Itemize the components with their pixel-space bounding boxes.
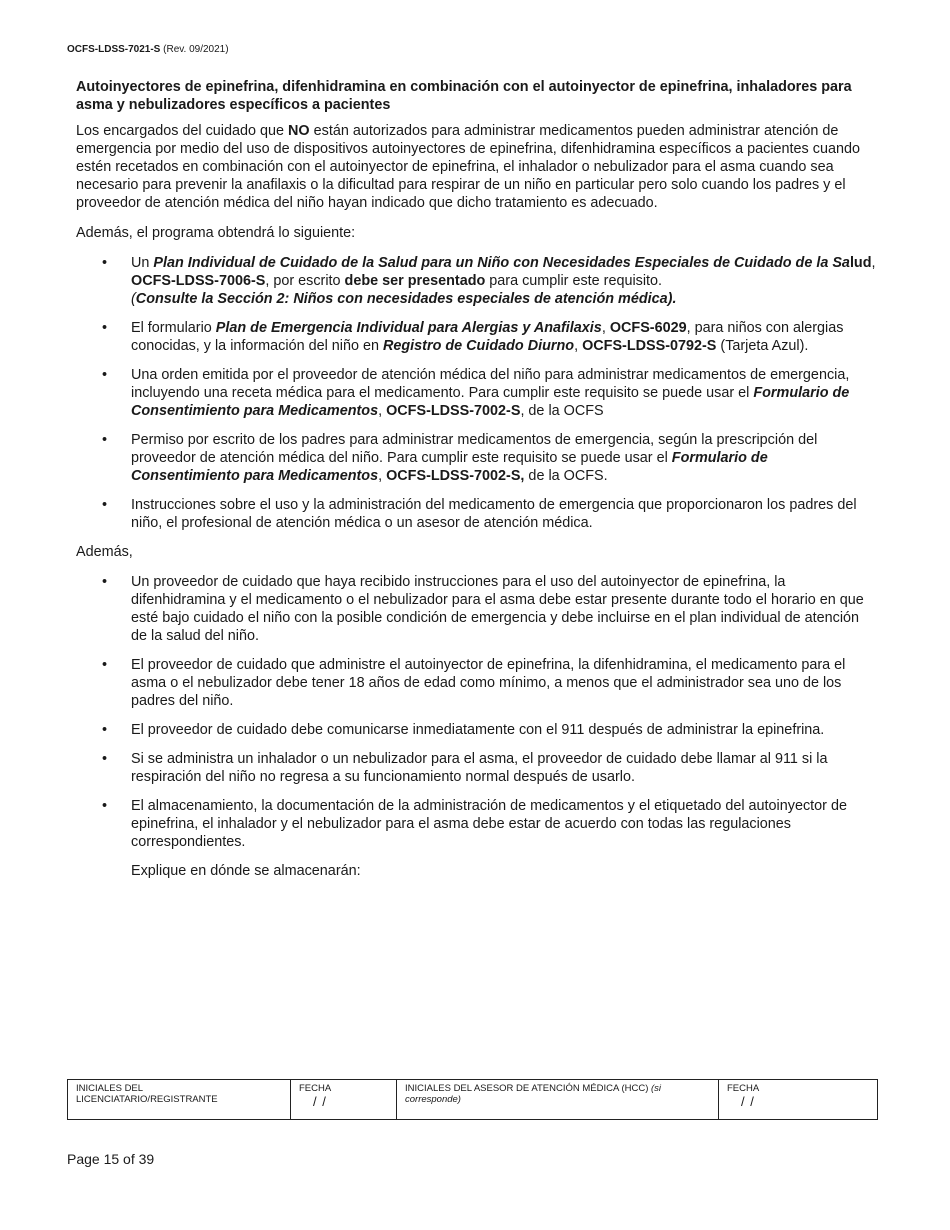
list-item: • Una orden emitida por el proveedor de atención médica del niño para administrar medicamentos de emergencia, incluyendo una receta médica para el medicamento. Para cumplir este requisito se puede usar el Formulario de Consentimiento para Medicamentos, OCFS-LDSS-7002-S, de la OCFS	[76, 366, 876, 420]
form-revision: (Rev. 09/2021)	[163, 44, 229, 55]
list-item: • Un Plan Individual de Cuidado de la Salud para un Niño con Necesidades Especiales de Cuidado de la Salud, OCFS-LDSS-7006-S, por escrito debe ser presentado para cumplir este requisito. (Consulte la Sección 2: Niños con necesidades especiales de atención médica).	[76, 254, 876, 308]
storage-explain-label: Explique en dónde se almacenarán:	[131, 863, 361, 879]
list-item: • El proveedor de cuidado debe comunicarse inmediatamente con el 911 después de administrar la epinefrina.	[76, 721, 876, 739]
intro-paragraph: Los encargados del cuidado que NO están autorizados para administrar medicamentos pueden administrar atención de emergencia por medio del uso de dispositivos autoinyectores de epinefrina, difenhidramina específicos a pacientes cuando estén recetados en combinación con el autoinyector de epinefrina, el inhalador o nebulizador para el asma cuando sea necesario para prevenir la anafilaxis o la dificultad para respirar de un niño en particular pero solo cuando los padres y el proveedor de atención médica del niño hayan indicado que dicho tratamiento es adecuado.	[76, 123, 860, 211]
caregiver-list	[76, 573, 876, 851]
program-intro: Además, el programa obtendrá lo siguiente:	[76, 225, 356, 241]
date-field-1[interactable]: FECHA / /	[291, 1080, 397, 1120]
list-item: • Permiso por escrito de los padres para administrar medicamentos de emergencia, según la prescripción del proveedor de atención médica del niño. Para cumplir este requisito se puede usar el Formulario de Consentimiento para Medicamentos, OCFS-LDSS-7002-S, de la OCFS.	[76, 431, 876, 485]
hcc-initials-field[interactable]: INICIALES DEL ASESOR DE ATENCIÓN MÉDICA (HCC) (si corresponde)	[397, 1080, 719, 1120]
page-content	[76, 78, 876, 880]
section-title: Autoinyectores de epinefrina, difenhidramina en combinación con el autoinyector de epinefrina, inhaladores para asma y nebulizadores específicos a pacientes	[76, 79, 852, 113]
form-id: OCFS-LDSS-7021-S	[67, 44, 161, 55]
list-item: • Un proveedor de cuidado que haya recibido instrucciones para el uso del autoinyector de epinefrina, la difenhidramina y el medicamento o el nebulizador para el asma debe estar presente durante todo el horario en que esté bajo cuidado el niño con la posible condición de emergencia y debe incluirse en el plan individual de atención de la salud del niño.	[76, 573, 876, 645]
list-item: • Instrucciones sobre el uso y la administración del medicamento de emergencia que proporcionaron los padres del niño, el profesional de atención médica o un asesor de atención médica.	[76, 496, 876, 532]
requirements-list	[76, 254, 876, 532]
date-field-2[interactable]: FECHA / /	[719, 1080, 878, 1120]
page-number: Page 15 of 39	[67, 1151, 155, 1167]
list-item: • El almacenamiento, la documentación de la administración de medicamentos y el etiquetado del autoinyector de epinefrina, el inhalador y el nebulizador para el asma debe estar de acuerdo con todas las regulaciones correspondientes.	[76, 797, 876, 851]
signature-table	[67, 1079, 878, 1120]
list-item: • El proveedor de cuidado que administre el autoinyector de epinefrina, la difenhidramina, el medicamento para el asma o el nebulizador debe tener 18 años de edad como mínimo, a menos que el administrador sea uno de los padres del niño.	[76, 656, 876, 710]
ademas-heading: Además,	[76, 544, 133, 560]
list-item: • El formulario Plan de Emergencia Individual para Alergias y Anafilaxis, OCFS-6029, para niños con alergias conocidas, y la información del niño en Registro de Cuidado Diurno, OCFS-LDSS-0792-S (Tarjeta Azul).	[76, 319, 876, 355]
licensee-initials-field[interactable]: INICIALES DEL LICENCIATARIO/REGISTRANTE	[68, 1080, 291, 1120]
list-item: • Si se administra un inhalador o un nebulizador para el asma, el proveedor de cuidado debe llamar al 911 si la respiración del niño no regresa a su funcionamiento normal después de usarlo.	[76, 750, 876, 786]
form-header	[67, 44, 229, 55]
